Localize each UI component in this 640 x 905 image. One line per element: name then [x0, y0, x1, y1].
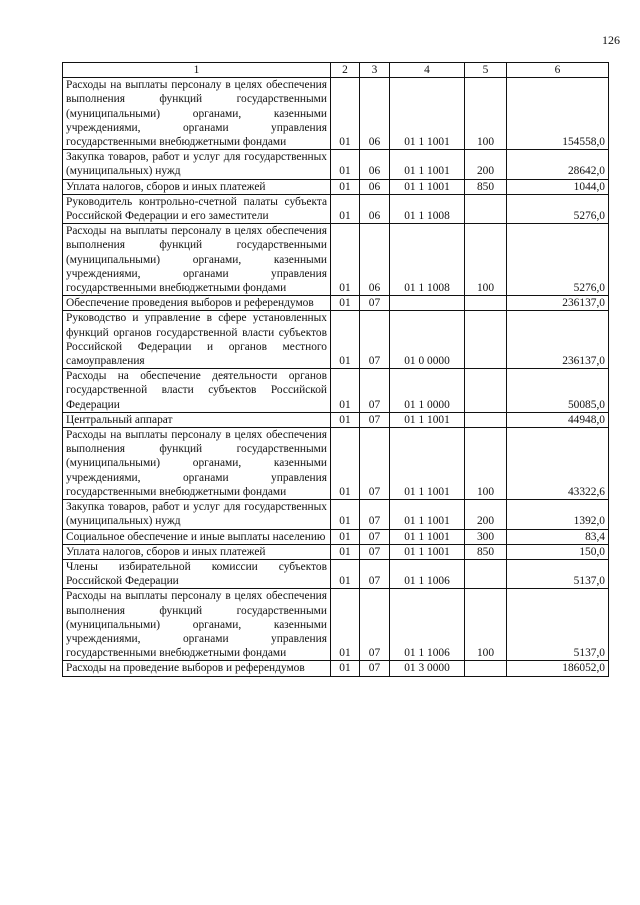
row-section-cell: 01 — [331, 544, 360, 559]
row-amount-cell: 186052,0 — [507, 661, 609, 676]
row-section-cell: 01 — [331, 412, 360, 427]
row-name-cell: Расходы на проведение выборов и референдумов — [63, 661, 331, 676]
row-target-article-cell: 01 1 1001 — [390, 412, 465, 427]
row-target-article-cell: 01 1 1006 — [390, 589, 465, 661]
row-expense-type-cell: 100 — [465, 224, 507, 296]
row-name-cell: Социальное обеспечение и иные выплаты населению — [63, 529, 331, 544]
row-section-cell: 01 — [331, 224, 360, 296]
row-target-article-cell: 01 1 1001 — [390, 150, 465, 179]
row-name-cell: Расходы на выплаты персоналу в целях обеспечения выполнения функций государственными (муниципальными) органами, казенными учреждениями, органами управления государственными внебюджетными фондами — [63, 78, 331, 150]
row-expense-type-cell — [465, 194, 507, 223]
row-subsection-cell: 07 — [360, 544, 390, 559]
row-expense-type-cell: 300 — [465, 529, 507, 544]
table-row — [63, 412, 609, 427]
row-name-cell: Уплата налогов, сборов и иных платежей — [63, 179, 331, 194]
row-target-article-cell: 01 1 0000 — [390, 369, 465, 413]
row-amount-cell: 1392,0 — [507, 500, 609, 529]
row-subsection-cell: 06 — [360, 224, 390, 296]
table-row — [63, 544, 609, 559]
row-target-article-cell — [390, 296, 465, 311]
row-name-cell: Руководство и управление в сфере установленных функций органов государственной власти субъектов Российской Федерации и органов местного самоуправления — [63, 311, 331, 369]
row-subsection-cell: 06 — [360, 194, 390, 223]
row-subsection-cell: 06 — [360, 78, 390, 150]
row-expense-type-cell: 100 — [465, 428, 507, 500]
row-section-cell: 01 — [331, 559, 360, 588]
row-subsection-cell: 07 — [360, 412, 390, 427]
row-expense-type-cell: 100 — [465, 589, 507, 661]
table-row — [63, 179, 609, 194]
row-amount-cell: 154558,0 — [507, 78, 609, 150]
row-subsection-cell: 06 — [360, 179, 390, 194]
row-amount-cell: 5137,0 — [507, 589, 609, 661]
table-row — [63, 661, 609, 676]
row-subsection-cell: 07 — [360, 296, 390, 311]
table-body — [63, 78, 609, 676]
table-row — [63, 500, 609, 529]
table-row — [63, 559, 609, 588]
row-amount-cell: 28642,0 — [507, 150, 609, 179]
row-section-cell: 01 — [331, 296, 360, 311]
row-target-article-cell: 01 1 1001 — [390, 544, 465, 559]
row-amount-cell: 1044,0 — [507, 179, 609, 194]
header-col-2: 2 — [331, 63, 360, 78]
row-expense-type-cell — [465, 661, 507, 676]
row-section-cell: 01 — [331, 194, 360, 223]
row-section-cell: 01 — [331, 311, 360, 369]
page-number: 126 — [602, 33, 620, 47]
row-section-cell: 01 — [331, 529, 360, 544]
row-expense-type-cell — [465, 311, 507, 369]
table-row — [63, 589, 609, 661]
row-name-cell: Расходы на выплаты персоналу в целях обеспечения выполнения функций государственными (муниципальными) органами, казенными учреждениями, органами управления государственными внебюджетными фондами — [63, 224, 331, 296]
row-target-article-cell: 01 1 1001 — [390, 428, 465, 500]
row-amount-cell: 43322,6 — [507, 428, 609, 500]
row-expense-type-cell — [465, 412, 507, 427]
row-subsection-cell: 07 — [360, 500, 390, 529]
row-name-cell: Расходы на обеспечение деятельности органов государственной власти субъектов Российской Федерации — [63, 369, 331, 413]
row-name-cell: Руководитель контрольно-счетной палаты субъекта Российской Федерации и его заместители — [63, 194, 331, 223]
row-name-cell: Обеспечение проведения выборов и референдумов — [63, 296, 331, 311]
row-amount-cell: 236137,0 — [507, 311, 609, 369]
row-target-article-cell: 01 1 1001 — [390, 500, 465, 529]
header-col-4: 4 — [390, 63, 465, 78]
row-amount-cell: 44948,0 — [507, 412, 609, 427]
row-section-cell: 01 — [331, 500, 360, 529]
row-subsection-cell: 07 — [360, 369, 390, 413]
row-section-cell: 01 — [331, 589, 360, 661]
row-subsection-cell: 07 — [360, 559, 390, 588]
row-name-cell: Члены избирательной комиссии субъектов Российской Федерации — [63, 559, 331, 588]
row-expense-type-cell — [465, 369, 507, 413]
row-section-cell: 01 — [331, 78, 360, 150]
row-target-article-cell: 01 1 1008 — [390, 194, 465, 223]
row-target-article-cell: 01 0 0000 — [390, 311, 465, 369]
table-row — [63, 78, 609, 150]
row-expense-type-cell: 100 — [465, 78, 507, 150]
row-subsection-cell: 06 — [360, 150, 390, 179]
row-section-cell: 01 — [331, 428, 360, 500]
row-name-cell: Закупка товаров, работ и услуг для государственных (муниципальных) нужд — [63, 500, 331, 529]
row-subsection-cell: 07 — [360, 529, 390, 544]
table-row — [63, 296, 609, 311]
row-amount-cell: 5276,0 — [507, 194, 609, 223]
table-row — [63, 311, 609, 369]
row-name-cell: Центральный аппарат — [63, 412, 331, 427]
row-section-cell: 01 — [331, 661, 360, 676]
row-expense-type-cell — [465, 559, 507, 588]
row-expense-type-cell: 200 — [465, 500, 507, 529]
row-section-cell: 01 — [331, 150, 360, 179]
row-target-article-cell: 01 1 1006 — [390, 559, 465, 588]
row-amount-cell: 83,4 — [507, 529, 609, 544]
row-name-cell: Расходы на выплаты персоналу в целях обеспечения выполнения функций государственными (муниципальными) органами, казенными учреждениями, органами управления государственными внебюджетными фондами — [63, 589, 331, 661]
header-col-3: 3 — [360, 63, 390, 78]
row-target-article-cell: 01 1 1008 — [390, 224, 465, 296]
row-subsection-cell: 07 — [360, 661, 390, 676]
row-name-cell: Расходы на выплаты персоналу в целях обеспечения выполнения функций государственными (муниципальными) органами, казенными учреждениями, органами управления государственными внебюджетными фондами — [63, 428, 331, 500]
row-target-article-cell: 01 1 1001 — [390, 78, 465, 150]
row-amount-cell: 5137,0 — [507, 559, 609, 588]
row-expense-type-cell: 850 — [465, 179, 507, 194]
row-target-article-cell: 01 1 1001 — [390, 179, 465, 194]
row-section-cell: 01 — [331, 369, 360, 413]
row-name-cell: Уплата налогов, сборов и иных платежей — [63, 544, 331, 559]
row-target-article-cell: 01 1 1001 — [390, 529, 465, 544]
table-row — [63, 224, 609, 296]
row-expense-type-cell: 850 — [465, 544, 507, 559]
table-header — [63, 63, 609, 78]
row-expense-type-cell: 200 — [465, 150, 507, 179]
table-row — [63, 428, 609, 500]
table-row — [63, 194, 609, 223]
row-name-cell: Закупка товаров, работ и услуг для государственных (муниципальных) нужд — [63, 150, 331, 179]
row-expense-type-cell — [465, 296, 507, 311]
table-row — [63, 529, 609, 544]
header-col-1: 1 — [63, 63, 331, 78]
budget-table — [62, 62, 609, 677]
header-col-6: 6 — [507, 63, 609, 78]
row-subsection-cell: 07 — [360, 589, 390, 661]
header-row — [63, 63, 609, 78]
row-amount-cell: 236137,0 — [507, 296, 609, 311]
row-subsection-cell: 07 — [360, 428, 390, 500]
table-row — [63, 369, 609, 413]
table-row — [63, 150, 609, 179]
row-amount-cell: 150,0 — [507, 544, 609, 559]
row-amount-cell: 50085,0 — [507, 369, 609, 413]
row-amount-cell: 5276,0 — [507, 224, 609, 296]
row-target-article-cell: 01 3 0000 — [390, 661, 465, 676]
header-col-5: 5 — [465, 63, 507, 78]
row-section-cell: 01 — [331, 179, 360, 194]
row-subsection-cell: 07 — [360, 311, 390, 369]
